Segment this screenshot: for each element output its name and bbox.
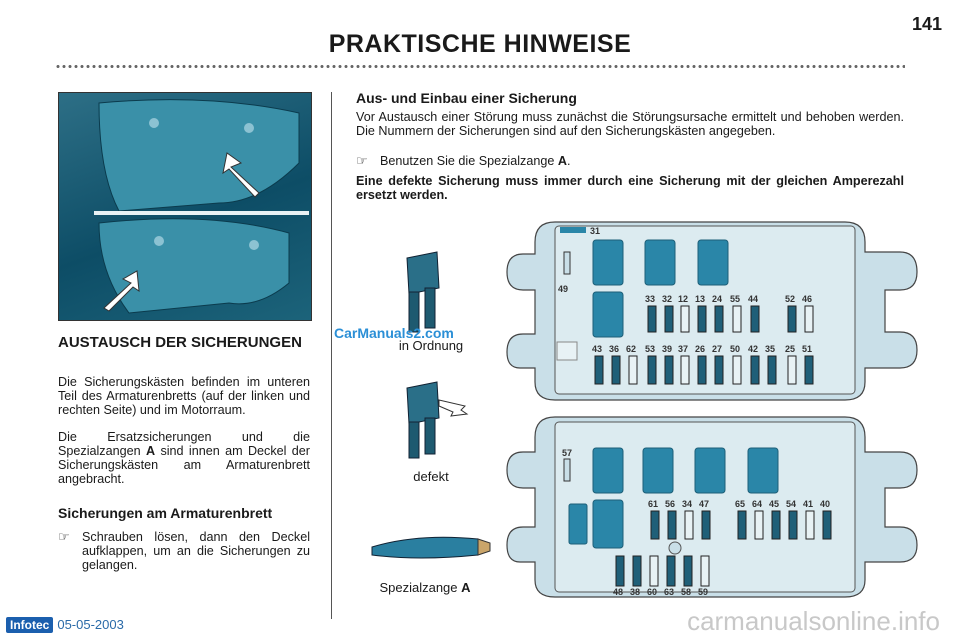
fuse-label: 60	[647, 587, 658, 597]
page-number: 141	[911, 14, 942, 34]
right-paragraph: Vor Austausch einer Störung muss zunächst die Störungsursache ermittelt und behoben werden. Die Nummern der Sicherungen sind auf den Sicherungskästen angegeben.	[356, 110, 904, 138]
fuse-label: 13	[695, 294, 706, 304]
column-divider	[331, 92, 332, 619]
fuse-slot	[665, 306, 673, 332]
fuse-slot	[685, 511, 693, 539]
fuse-label: 47	[699, 499, 710, 509]
fuse-label: 36	[609, 344, 620, 354]
infotec-logo: Infotec	[6, 617, 53, 633]
fuse-slot	[788, 306, 796, 332]
fuse-label: 50	[730, 344, 741, 354]
fuse-label: 48	[613, 587, 624, 597]
fuse-defect-icon	[395, 378, 470, 468]
fuse-slot	[648, 306, 656, 332]
right-bullet-text: Benutzen Sie die Spezialzange A.	[380, 154, 571, 168]
pliers-icon	[368, 525, 493, 570]
fuse-slot	[701, 556, 709, 586]
fusebox-top-diagram	[505, 212, 925, 407]
caption-ok: in Ordnung	[398, 338, 464, 353]
fuse-label: 55	[730, 294, 741, 304]
fuse-label: 33	[645, 294, 656, 304]
fuse-slot	[715, 306, 723, 332]
left-bullet-text: Schrauben lösen, dann den Deckel aufklappen, um an die Sicherungen zu gelangen.	[82, 530, 310, 572]
fuse-slot	[698, 356, 706, 384]
fuse-label: 65	[735, 499, 746, 509]
fuse-label: 54	[786, 499, 797, 509]
fuse-label: 64	[752, 499, 763, 509]
fuse-slot	[733, 306, 741, 332]
fuse-label: 61	[648, 499, 659, 509]
svg-text:57: 57	[562, 448, 573, 458]
fuse-slot	[751, 356, 759, 384]
bullet-icon: ☞	[356, 153, 368, 168]
fuse-slot	[650, 556, 658, 586]
fuse-label: 12	[678, 294, 689, 304]
fuse-slot	[684, 556, 692, 586]
caption-tool: Spezialzange A	[379, 580, 471, 595]
fuse-slot	[633, 556, 641, 586]
fuse-label: 51	[802, 344, 813, 354]
fuse-slot	[789, 511, 797, 539]
fuse-slot	[629, 356, 637, 384]
fuse-slot	[612, 356, 620, 384]
fuse-label: 52	[785, 294, 796, 304]
fuse-slot	[772, 511, 780, 539]
watermark: CarManuals2.com	[334, 325, 454, 341]
fuse-label: 26	[695, 344, 706, 354]
fuse-slot	[733, 356, 741, 384]
fuse-slot	[667, 556, 675, 586]
fusebox-cover-photo	[58, 92, 312, 321]
left-subheading: Sicherungen am Armaturenbrett	[58, 505, 273, 521]
fuse-label: 53	[645, 344, 656, 354]
right-heading: Aus- und Einbau einer Sicherung	[356, 90, 577, 106]
fuse-label: 58	[681, 587, 692, 597]
fuse-slot	[768, 356, 776, 384]
caption-defect: defekt	[413, 469, 449, 484]
left-heading: AUSTAUSCH DER SICHERUNGEN	[58, 334, 302, 351]
fuse-slot	[616, 556, 624, 586]
fuse-slot	[751, 306, 759, 332]
fuse-slot	[755, 511, 763, 539]
fuse-label: 32	[662, 294, 673, 304]
left-paragraph-1: Die Sicherungskästen befinden im unteren Teil des Armaturenbretts (auf der linken und rechten Seite) und im Motorraum.	[58, 375, 310, 417]
dotted-divider	[55, 64, 905, 69]
fuse-slot	[681, 356, 689, 384]
fuse-label: 37	[678, 344, 689, 354]
fuse-label: 63	[664, 587, 675, 597]
fuse-slot	[648, 356, 656, 384]
fuse-label: 25	[785, 344, 796, 354]
fuse-slot	[595, 356, 603, 384]
fuse-label: 39	[662, 344, 673, 354]
svg-text:49: 49	[558, 284, 569, 294]
fuse-slot	[715, 356, 723, 384]
page-title: PRAKTISCHE HINWEISE	[328, 30, 632, 58]
fuse-slot	[805, 356, 813, 384]
fuse-label: 34	[682, 499, 693, 509]
fuse-slot	[823, 511, 831, 539]
fuse-label: 56	[665, 499, 676, 509]
fuse-label: 35	[765, 344, 776, 354]
fuse-label: 59	[698, 587, 709, 597]
footer	[6, 617, 124, 633]
fuse-slot	[681, 306, 689, 332]
fuse-label: 24	[712, 294, 723, 304]
svg-text:31: 31	[590, 226, 601, 236]
fuse-label: 42	[748, 344, 759, 354]
fuse-slot	[806, 511, 814, 539]
fuse-slot	[698, 306, 706, 332]
footer-date: 05-05-2003	[57, 617, 124, 632]
fusebox-bottom-diagram	[505, 412, 925, 602]
left-paragraph-2: Die Ersatzsicherungen und die Spezialzangen A sind innen am Deckel der Sicherungskästen am Armaturenbrett angebracht.	[58, 430, 310, 486]
bullet-icon: ☞	[58, 529, 70, 544]
fuse-label: 27	[712, 344, 723, 354]
fuse-slot	[702, 511, 710, 539]
watermark-bottom: carmanualsonline.info	[687, 606, 940, 636]
fuse-label: 45	[769, 499, 780, 509]
warning-text: Eine defekte Sicherung muss immer durch eine Sicherung mit der gleichen Amperezahl ersetzt werden.	[356, 174, 904, 202]
fuse-slot	[651, 511, 659, 539]
fuse-label: 40	[820, 499, 831, 509]
fuse-label: 62	[626, 344, 637, 354]
fuse-slot	[668, 511, 676, 539]
fuse-label: 46	[802, 294, 813, 304]
fuse-label: 41	[803, 499, 814, 509]
fuse-slot	[805, 306, 813, 332]
fuse-label: 44	[748, 294, 759, 304]
fuse-slot	[738, 511, 746, 539]
fuse-label: 38	[630, 587, 641, 597]
fuse-slot	[788, 356, 796, 384]
fuse-slot	[665, 356, 673, 384]
fuse-label: 43	[592, 344, 603, 354]
